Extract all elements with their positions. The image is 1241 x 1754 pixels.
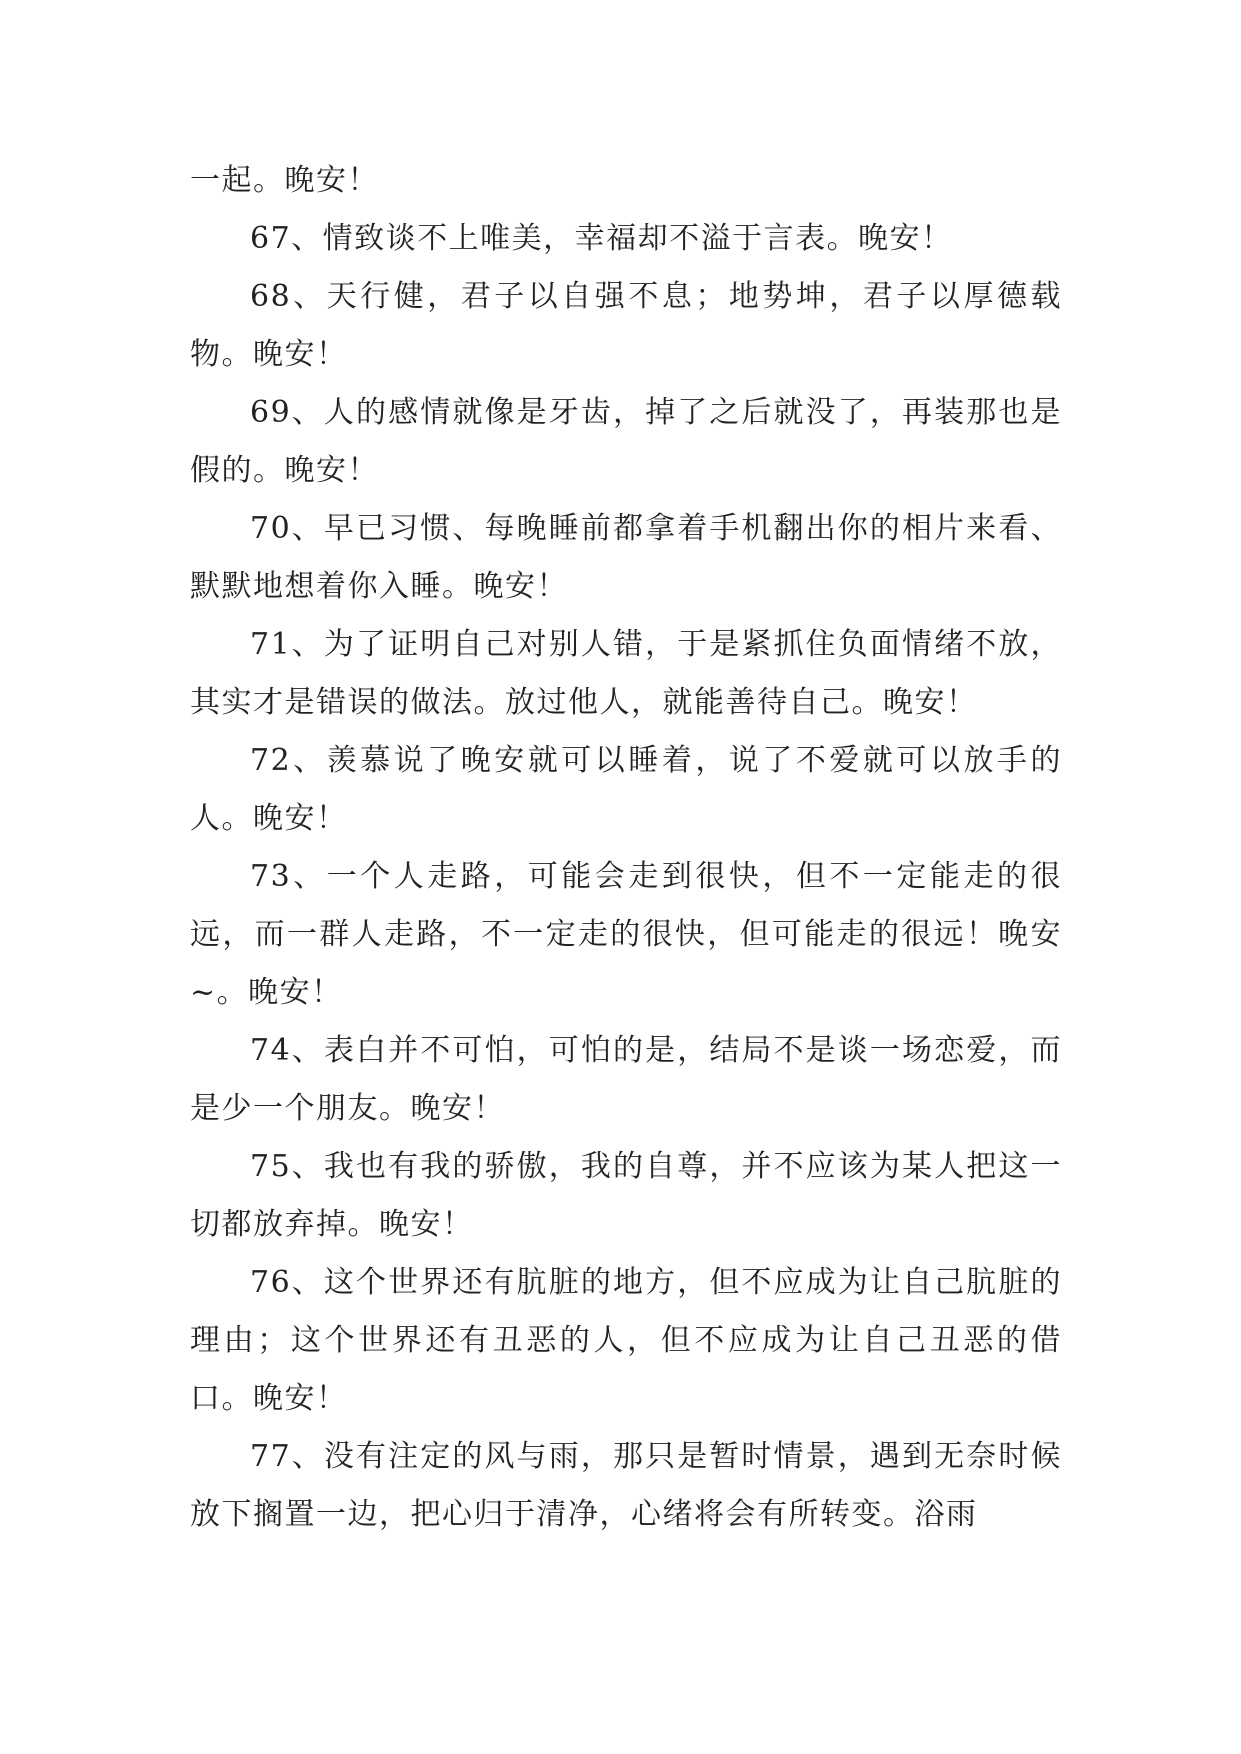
paragraph-continuation: 一起。晚安！ — [190, 163, 379, 198]
document-body — [190, 152, 1062, 1544]
paragraph-75: 75、我也有我的骄傲，我的自尊，并不应该为某人把这一切都放弃掉。晚安！ — [190, 1149, 1062, 1242]
paragraph-74: 74、表白并不可怕，可怕的是，结局不是谈一场恋爱，而是少一个朋友。晚安！ — [190, 1033, 1062, 1126]
paragraph-71: 71、为了证明自己对别人错，于是紧抓住负面情绪不放，其实才是错误的做法。放过他人，就能善待自己。晚安！ — [190, 627, 1062, 720]
paragraph-67: 67、情致谈不上唯美，幸福却不溢于言表。晚安！ — [250, 221, 953, 256]
paragraph-68: 68、天行健，君子以自强不息；地势坤，君子以厚德载物。晚安！ — [190, 279, 1062, 372]
paragraph-70: 70、早已习惯、每晚睡前都拿着手机翻出你的相片来看、默默地想着你入睡。晚安！ — [190, 511, 1062, 604]
paragraph-72: 72、羡慕说了晚安就可以睡着，说了不爱就可以放手的人。晚安！ — [190, 743, 1062, 836]
paragraph-76: 76、这个世界还有肮脏的地方，但不应成为让自己肮脏的理由；这个世界还有丑恶的人，但不应成为让自己丑恶的借口。晚安！ — [190, 1265, 1062, 1416]
paragraph-69: 69、人的感情就像是牙齿，掉了之后就没了，再装那也是假的。晚安！ — [190, 395, 1062, 488]
paragraph-73: 73、一个人走路，可能会走到很快，但不一定能走的很远，而一群人走路，不一定走的很快，但可能走的很远！晚安~。晚安！ — [190, 859, 1062, 1010]
paragraph-77: 77、没有注定的风与雨，那只是暂时情景，遇到无奈时候放下搁置一边，把心归于清净，心绪将会有所转变。浴雨 — [190, 1439, 1062, 1532]
